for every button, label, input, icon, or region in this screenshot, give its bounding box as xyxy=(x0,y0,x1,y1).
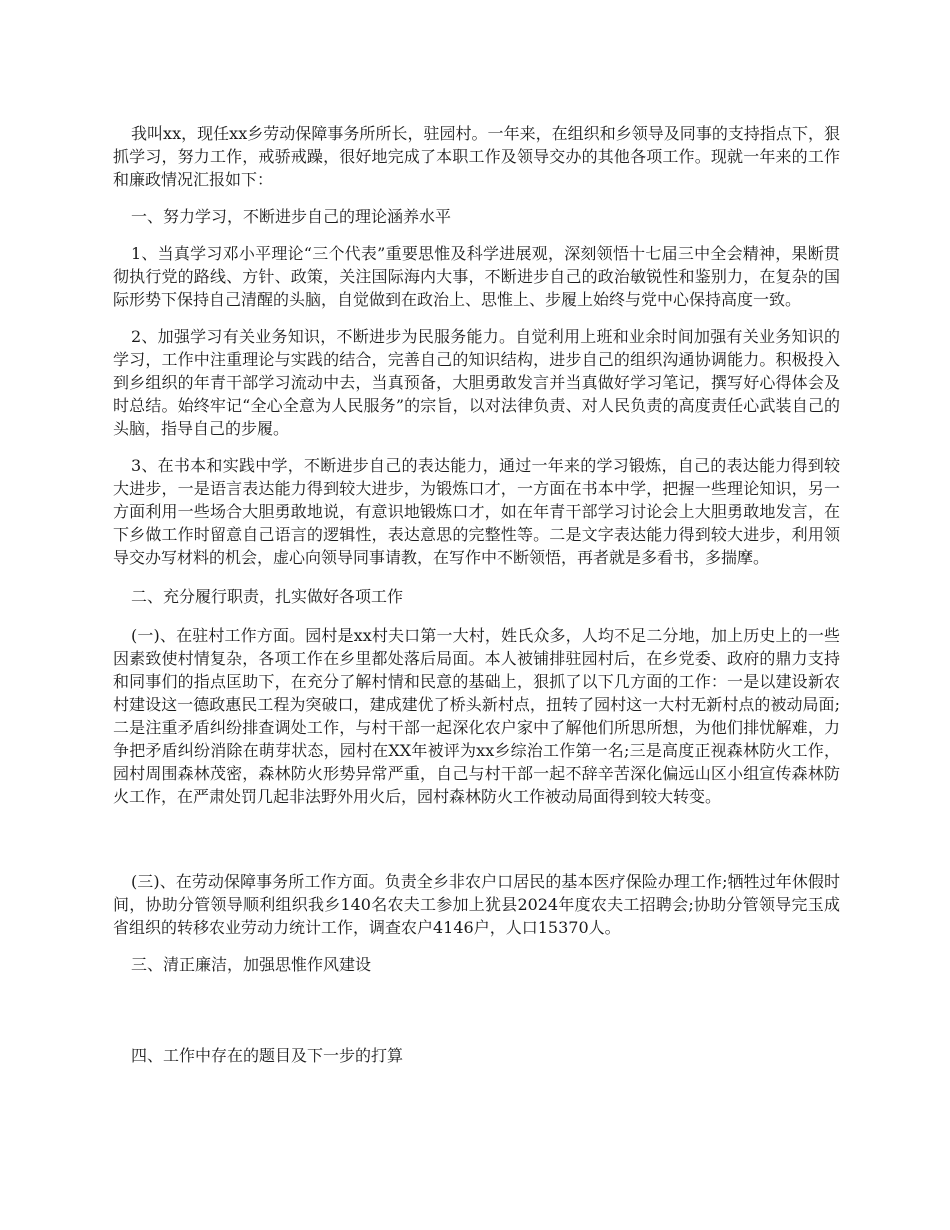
section-2-heading: 二、充分履行职责，扎实做好各项工作 xyxy=(131,587,404,606)
section-3-heading: 三、清正廉洁，加强思惟作风建设 xyxy=(131,955,372,974)
intro-paragraph: 我叫xx，现任xx乡劳动保障事务所所长，驻园村。一年来，在组织和乡领导及同事的支持指点下，狠抓学习，努力工作，戒骄戒躁，很好地完成了本职工作及领导交办的其他各项工作。现就一年来的工作和廉政情况汇报如下： xyxy=(113,124,840,189)
section-1-heading: 一、努力学习，不断进步自己的理论涵养水平 xyxy=(131,207,452,226)
section-1-paragraph-2: 2、加强学习有关业务知识，不断进步为民服务能力。自觉利用上班和业余时间加强有关业务知识的学习，工作中注重理论与实践的结合，完善自己的知识结构，进步自己的组织沟通协调能力。积极投入到乡组织的年青干部学习流动中去，当真预备，大胆勇敢发言并当真做好学习笔记，撰写好心得体会及时总结。始终牢记“全心全意为人民服务”的宗旨，以对法律负责、对人民负责的高度责任心武装自己的头脑，指导自己的步履。 xyxy=(113,327,840,438)
section-2-paragraph-3: (三)、在劳动保障事务所工作方面。负责全乡非农户口居民的基本医疗保险办理工作;牺牲过年休假时间，协助分管领导顺利组织我乡140名农夫工参加上犹县2024年度农夫工招聘会;协助分管领导完玉成省组织的转移农业劳动力统计工作，调查农户4146户，人口15370人。 xyxy=(113,872,840,937)
document-page xyxy=(113,122,840,1067)
section-2-paragraph-1: (一)、在驻村工作方面。园村是xx村夫口第一大村，姓氏众多，人均不足二分地，加上历史上的一些因素致使村情复杂，各项工作在乡里都处落后局面。本人被铺排驻园村后，在乡党委、政府的鼎力支持和同事们的指点匡助下，在充分了解村情和民意的基础上，狠抓了以下几方面的工作：一是以建设新农村建设这一德政惠民工程为突破口，建成建优了桥头新村点，扭转了园村这一大村无新村点的被动局面;二是注重矛盾纠纷排查调处工作，与村干部一起深化农户家中了解他们所思所想，为他们排忧解难，力争把矛盾纠纷消除在萌芽状态，园村在XX年被评为xx乡综治工作第一名;三是高度正视森林防火工作，园村周围森林茂密，森林防火形势异常严重，自己与村干部一起不辞辛苦深化偏远山区小组宣传森林防火工作，在严肃处罚几起非法野外用火后，园村森林防火工作被动局面得到较大转变。 xyxy=(113,626,840,806)
section-1-paragraph-3: 3、在书本和实践中学，不断进步自己的表达能力，通过一年来的学习锻炼，自己的表达能力得到较大进步，一是语言表达能力得到较大进步，为锻炼口才，一方面在书本中学，把握一些理论知识，另一方面利用一些场合大胆勇敢地说，有意识地锻炼口才，如在年青干部学习讨论会上大胆勇敢地发言，在下乡做工作时留意自己语言的逻辑性，表达意思的完整性等。二是文字表达能力得到较大进步，利用领导交办写材料的机会，虚心向领导同事请教，在写作中不断领悟，再者就是多看书，多揣摩。 xyxy=(113,456,840,567)
section-1-paragraph-1: 1、当真学习邓小平理论“三个代表”重要思惟及科学进展观，深刻领悟十七届三中全会精神，果断贯彻执行党的路线、方针、政策，关注国际海内大事，不断进步自己的政治敏锐性和鉴别力，在复杂的国际形势下保持自己清醒的头脑，自觉做到在政治上、思惟上、步履上始终与党中心保持高度一致。 xyxy=(113,244,840,309)
section-4-heading: 四、工作中存在的题目及下一步的打算 xyxy=(131,1046,404,1065)
